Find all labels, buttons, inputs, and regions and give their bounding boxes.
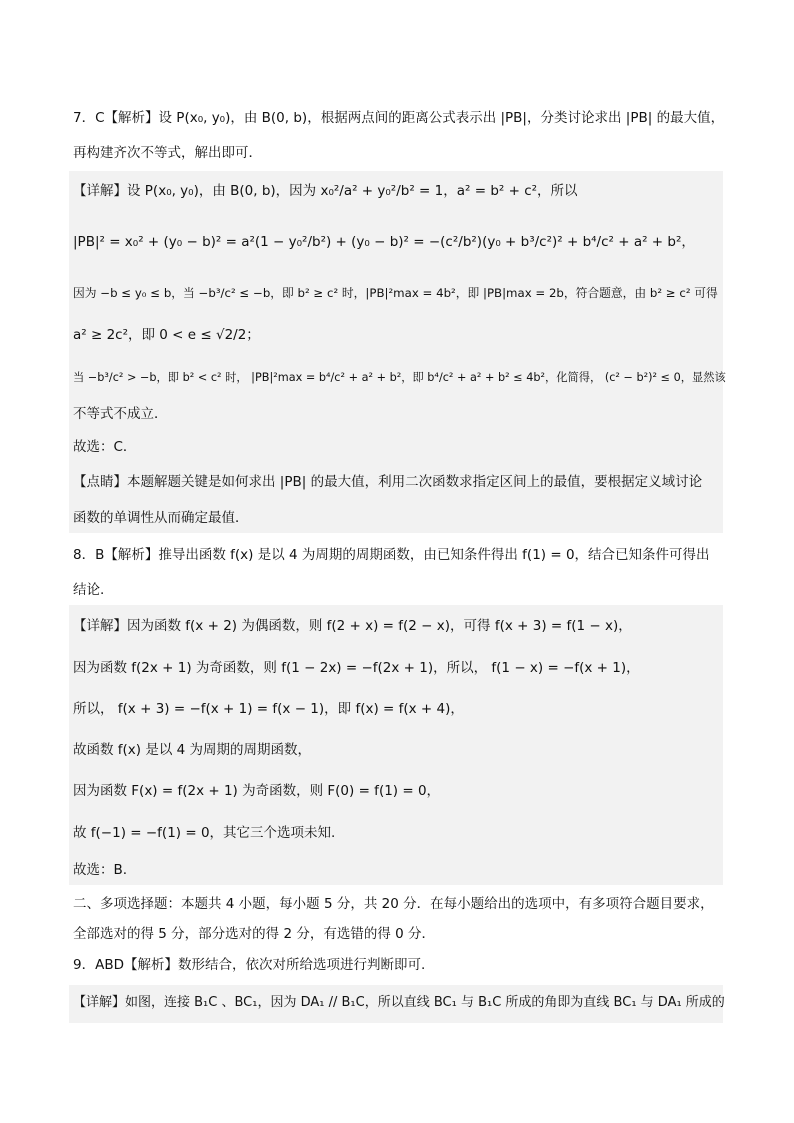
q8-analysis: 8．B【解析】推导出函数 f(x) 是以 4 为周期的周期函数，由已知条件得出 f(1) = 0，结合已知条件可得出	[73, 547, 710, 563]
q7-detail-4: a² ≥ 2c²，即 0 < e ≤ √2/2；	[73, 327, 260, 343]
q8-detail-1: 【详解】因为函数 f(x + 2) 为偶函数，则 f(2 + x) = f(2 − x)，可得 f(x + 3) = f(1 − x)，	[73, 618, 632, 634]
q9-detail-1: 【详解】如图，连接 B₁C 、BC₁，因为 DA₁ // B₁C，所以直线 BC₁ 与 B₁C 所成的角即为直线 BC₁ 与 DA₁ 所成的	[73, 995, 725, 1010]
q7-tip-2: 函数的单调性从而确定最值．	[73, 510, 249, 526]
q8-detail-6: 故 f(−1) = −f(1) = 0，其它三个选项未知.	[73, 825, 336, 841]
q8-answer: 故选：B.	[73, 862, 128, 878]
section2-line-1: 二、多项选择题：本题共 4 小题，每小题 5 分，共 20 分．在每小题给出的选项中，有多项符合题目要求，	[73, 896, 714, 912]
q7-detail-3: 因为 −b ≤ y₀ ≤ b，当 −b³/c² ≤ −b，即 b² ≥ c² 时，|PB|²max = 4b²，即 |PB|max = 2b，符合题意，由 b² ≥ c² 可得	[73, 286, 718, 300]
q7-detail-6: 不等式不成立．	[73, 406, 168, 422]
q7-detail-2: |PB|² = x₀² + (y₀ − b)² = a²(1 − y₀²/b²) + (y₀ − b)² = −(c²/b²)(y₀ + b³/c²)² + b⁴/c² + a² + b²，	[73, 234, 695, 250]
section2-line-2: 全部选对的得 5 分，部分选对的得 2 分，有选错的得 0 分．	[73, 926, 436, 942]
q9-analysis: 9．ABD【解析】数形结合，依次对所给选项进行判断即可.	[73, 957, 426, 973]
q7-analysis: 7．C【解析】设 P(x₀, y₀)，由 B(0, b)，根据两点间的距离公式表示出 |PB|，分类讨论求出 |PB| 的最大值，	[73, 110, 725, 126]
q8-detail-2: 因为函数 f(2x + 1) 为奇函数，则 f(1 − 2x) = −f(2x + 1)，所以， f(1 − x) = −f(x + 1)，	[73, 660, 640, 676]
q7-detail-1: 【详解】设 P(x₀, y₀)，由 B(0, b)，因为 x₀²/a² + y₀²/b² = 1，a² = b² + c²，所以	[73, 183, 578, 199]
q8-analysis-cont: 结论.	[73, 582, 105, 598]
q8-detail-5: 因为函数 F(x) = f(2x + 1) 为奇函数，则 F(0) = f(1) = 0，	[73, 783, 441, 799]
q8-detail-3: 所以， f(x + 3) = −f(x + 1) = f(x − 1)，即 f(x) = f(x + 4)，	[73, 701, 464, 717]
q8-detail-4: 故函数 f(x) 是以 4 为周期的周期函数，	[73, 742, 312, 758]
q7-detail-5: 当 −b³/c² > −b，即 b² < c² 时， |PB|²max = b⁴/c² + a² + b²，即 b⁴/c² + a² + b² ≤ 4b²，化简得， (c² − b²)² ≤ 0，显然该	[73, 371, 726, 384]
q7-analysis-cont: 再构建齐次不等式，解出即可．	[73, 145, 262, 161]
q7-tip-1: 【点睛】本题解题关键是如何求出 |PB| 的最大值，利用二次函数求指定区间上的最值，要根据定义域讨论	[73, 474, 703, 490]
q7-answer: 故选：C．	[73, 439, 137, 455]
